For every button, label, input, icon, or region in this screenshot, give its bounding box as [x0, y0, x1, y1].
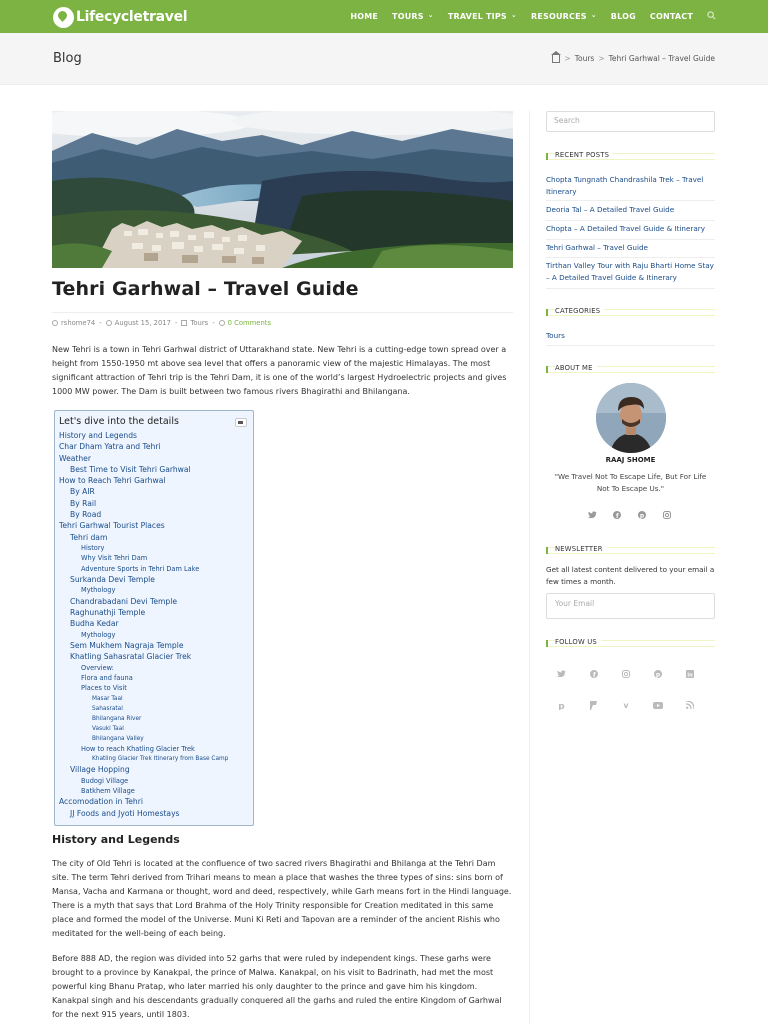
newsletter-email-input[interactable]: Your Email	[546, 593, 715, 619]
breadcrumb-current: Tehri Garhwal – Travel Guide	[608, 53, 715, 63]
avatar	[596, 383, 666, 453]
top-navbar	[0, 0, 768, 33]
nav-label: TRAVEL TIPS	[447, 12, 507, 21]
table-of-contents	[54, 410, 254, 826]
nav-blog[interactable]	[611, 12, 636, 21]
vine-icon[interactable]	[617, 698, 635, 712]
recent-post-link[interactable]: Chopta – A Detailed Travel Guide & Itinerary	[546, 223, 715, 240]
nav-label: BLOG	[610, 12, 636, 21]
foursquare-icon[interactable]	[585, 698, 603, 712]
toc-link[interactable]: History	[81, 543, 105, 552]
toc-link[interactable]: Vasuki Taal	[92, 725, 124, 732]
featured-image	[52, 111, 513, 268]
chevron-down-icon: ⌄	[427, 10, 434, 19]
toc-link[interactable]: Tehri dam	[70, 532, 108, 542]
nav-resources[interactable]	[531, 12, 597, 21]
nav-label: CONTACT	[649, 12, 693, 21]
post-intro: New Tehri is a town in Tehri Garhwal district of Uttarakhand state. New Tehri is a cutting-edge town spread over a height from 1550-1950 mt above sea level that offers a panoramic view of the majestic Himalayas. The most significant attraction of Tehri trip is the Tehri Dam, it is one of the world’s largest Hydroelectric projects and gives 1000 MW power. The Dam is built between two famous rivers Bhagirathi and Bhilangana.	[52, 345, 507, 396]
folder-icon	[181, 320, 187, 326]
category-link[interactable]: Tours	[546, 330, 715, 346]
toc-link[interactable]: Overview:	[81, 663, 114, 672]
linkedin-icon[interactable]	[681, 667, 699, 681]
nav-label: TOURS	[392, 12, 424, 21]
toc-link[interactable]: Masar Taal	[92, 695, 123, 702]
rss-icon[interactable]	[681, 698, 699, 712]
main-nav	[336, 0, 716, 33]
twitter-icon[interactable]	[586, 509, 598, 521]
nav-label: HOME	[350, 12, 379, 21]
post-paragraph: Before 888 AD, the region was divided into 52 garhs that were ruled by independent kings. These garhs were brought to a province by Kanakpal, the prince of Malwa. Kanakpal, on his visit to Badrinath, had met the most powerful king Bhanu Pratap, who later married his only daughter to the prince and gave him his kingdom. Kanakpal singh and his descendants gradually conquered all the garhs and ruled the entire Kingdom of Garhwal for the next 915 years, until 1803.	[52, 954, 502, 1019]
toc-link[interactable]: Khatling Glacier Trek Itinerary from Base Camp	[92, 756, 229, 763]
toc-link[interactable]: Sahasratal	[92, 705, 123, 712]
about-social-links	[586, 509, 686, 521]
breadcrumb-tours[interactable]: Tours	[574, 53, 595, 63]
toc-link[interactable]: Sem Mukhem Nagraja Temple	[70, 641, 184, 651]
chevron-down-icon: ⌄	[510, 10, 517, 19]
toc-link[interactable]: Mythology	[81, 586, 116, 595]
post-meta: rshome74 - August 15, 2017 - Tours - 0 Comments	[52, 319, 271, 327]
nav-contact[interactable]	[650, 12, 693, 21]
section-heading: History and Legends	[52, 833, 180, 846]
recent-post-link[interactable]: Chopta Tungnath Chandrashila Trek – Travel Itinerary	[546, 173, 715, 201]
pinterest-icon[interactable]	[649, 667, 667, 681]
svg-text:p: p	[639, 512, 645, 519]
page-title: Blog	[53, 51, 82, 66]
post-paragraph: The city of Old Tehri is located at the confluence of two sacred rivers Bhagirathi and Bhilanga at the Tehri Dam site. The term Tehri derived from Trihari means to mean a place that washes the three types of sins: sins born of Mansa, Vacha and Karmana or thought, word and deed, respectively, while Garh means fort in the Hindi language. There is a myth that says that Lord Brahma of the Holy Trinity responsible for Creation meditated in this same place and formed the model of the Universe. Muni Ki Reti and Tapovan are a reminder of the ancient Rishis who meditated for the well-being of each being.	[52, 859, 512, 938]
toc-link[interactable]: Adventure Sports in Tehri Dam Lake	[81, 564, 200, 573]
post-title: Tehri Garhwal – Travel Guide	[52, 278, 359, 300]
sidebar-search-input[interactable]: Search	[546, 111, 715, 132]
logo-text: Lifecycletravel	[76, 9, 188, 25]
widget-title-newsletter: NEWSLETTER	[546, 547, 715, 554]
toc-link[interactable]: How to Reach Tehri Garhwal	[59, 476, 166, 486]
svg-text:in: in	[687, 672, 693, 678]
svg-text:f: f	[615, 513, 619, 519]
svg-text:p: p	[655, 671, 660, 678]
twitter-icon[interactable]	[553, 667, 571, 681]
home-icon[interactable]	[552, 55, 560, 63]
widget-title-recent: RECENT POSTS	[546, 153, 715, 160]
search-icon[interactable]	[707, 11, 716, 23]
facebook-icon[interactable]	[611, 509, 623, 521]
toc-link[interactable]: Flora and fauna	[81, 674, 133, 683]
toc-link[interactable]: Places to Visit	[81, 684, 127, 693]
toc-link[interactable]: Surkanda Devi Temple	[70, 575, 155, 585]
toc-link[interactable]: Char Dham Yatra and Tehri	[59, 442, 161, 452]
toc-link[interactable]: By Rail	[70, 498, 97, 508]
recent-post-link[interactable]: Tirthan Valley Tour with Raju Bharti Home Stay – A Detailed Travel Guide & Itinerary	[546, 260, 715, 289]
site-logo[interactable]	[53, 6, 187, 28]
svg-text:v: v	[623, 701, 629, 709]
post-category[interactable]: Tours	[190, 319, 209, 327]
toc-link[interactable]: Village Hopping	[70, 765, 130, 775]
toc-link[interactable]: Chandrabadani Devi Temple	[70, 596, 178, 606]
widget-title-about: ABOUT ME	[546, 366, 715, 373]
newsletter-text: Get all latest content delivered to your email a few times a month.	[546, 565, 715, 586]
toc-title: Let's dive into the details	[59, 416, 179, 427]
breadcrumb-separator: >	[564, 53, 571, 63]
nav-travel-tips[interactable]	[448, 12, 517, 21]
toc-link[interactable]: Tehri Garhwal Tourist Places	[59, 521, 165, 531]
toc-link[interactable]: JJ Foods and Jyoti Homestays	[70, 808, 180, 818]
toc-link[interactable]: By AIR	[70, 487, 95, 497]
post-comments[interactable]: 0 Comments	[227, 319, 271, 327]
post-author[interactable]: rshome74	[61, 319, 96, 327]
toc-link[interactable]: Bhilangana River	[92, 715, 142, 722]
toc-link[interactable]: Mythology	[81, 630, 116, 639]
instagram-icon[interactable]	[617, 667, 635, 681]
clock-icon	[106, 320, 112, 326]
post-date: August 15, 2017	[114, 319, 171, 327]
toc-link[interactable]: History and Legends	[59, 431, 137, 440]
pinterest-icon[interactable]	[636, 509, 648, 521]
toc-link[interactable]: Budha Kedar	[70, 619, 119, 629]
toc-link[interactable]: Khatling Sahasratal Glacier Trek	[70, 652, 192, 662]
widget-title-categories: CATEGORIES	[546, 309, 715, 316]
toc-link[interactable]: Accomodation in Tehri	[59, 797, 143, 807]
logo-globe-icon	[53, 7, 74, 28]
toc-link[interactable]: Budogi Village	[81, 776, 129, 785]
pinterest-p-icon[interactable]	[553, 698, 571, 712]
svg-text:p: p	[558, 701, 565, 710]
svg-text:f: f	[592, 672, 596, 678]
toc-link[interactable]: Best Time to Visit Tehri Garhwal	[70, 464, 191, 474]
comment-icon	[219, 320, 225, 326]
chevron-down-icon: ⌄	[590, 10, 597, 19]
facebook-icon[interactable]	[585, 667, 603, 681]
instagram-icon[interactable]	[661, 509, 673, 521]
about-name: RAAJ SHOME	[605, 456, 656, 464]
about-quote: "We Travel Not To Escape Life, But For Life Not To Escape Us."	[554, 472, 707, 493]
toc-link[interactable]: By Road	[70, 510, 102, 520]
nav-tours[interactable]	[392, 12, 434, 21]
nav-label: RESOURCES	[530, 12, 587, 21]
toc-link[interactable]: Bhilangana Valley	[92, 735, 144, 742]
toc-link[interactable]: Raghunathji Temple	[70, 608, 146, 618]
youtube-icon[interactable]	[649, 698, 667, 712]
toc-link[interactable]: How to reach Khatling Glacier Trek	[81, 744, 195, 753]
user-icon	[52, 320, 58, 326]
toc-list	[59, 430, 249, 819]
toc-link[interactable]: Why Visit Tehri Dam	[81, 554, 148, 563]
breadcrumb	[552, 53, 715, 63]
divider	[52, 312, 513, 313]
sidebar-divider	[529, 111, 530, 1024]
breadcrumb-separator: >	[598, 53, 605, 63]
toc-toggle-icon[interactable]	[235, 418, 247, 427]
recent-post-link[interactable]: Deoria Tal – A Detailed Travel Guide	[546, 204, 715, 221]
recent-post-link[interactable]: Tehri Garhwal – Travel Guide	[546, 242, 715, 258]
follow-us-icons	[553, 667, 713, 729]
toc-link[interactable]: Batkhem Village	[81, 786, 135, 795]
nav-home[interactable]	[350, 12, 378, 21]
widget-title-follow: FOLLOW US	[546, 640, 715, 647]
toc-link[interactable]: Weather	[59, 453, 91, 463]
